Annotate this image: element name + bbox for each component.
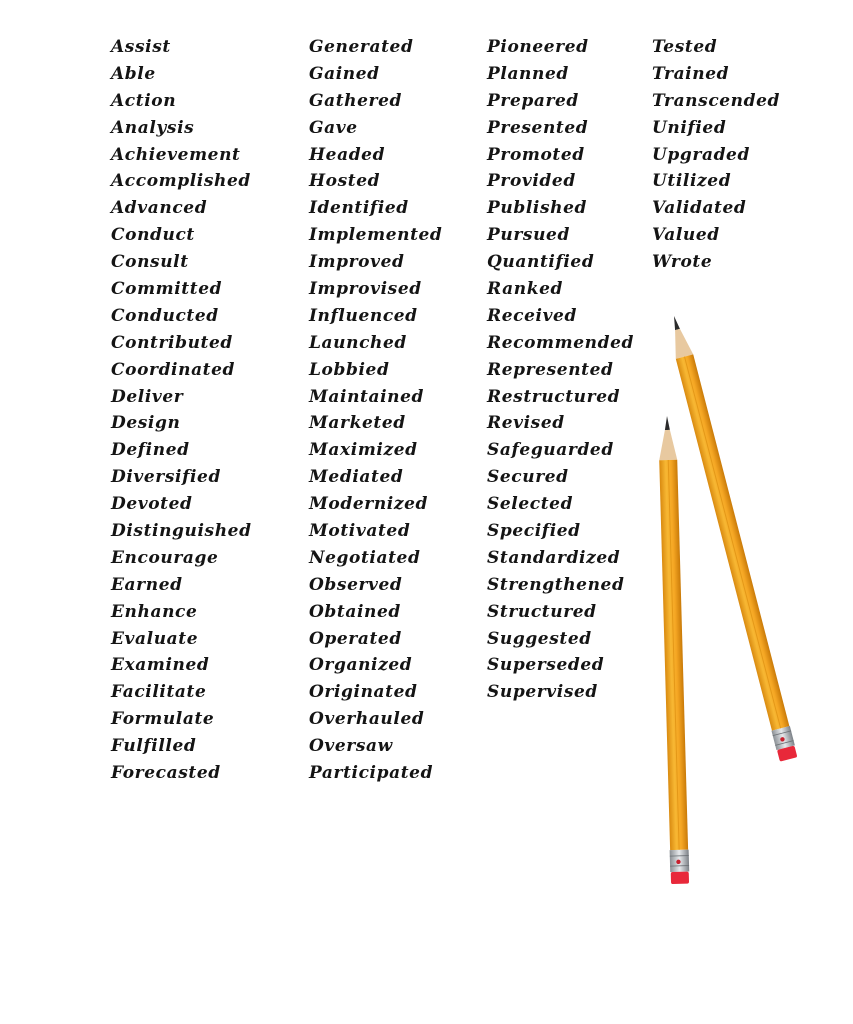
word-item: Fulfilled [111,736,197,757]
word-item: Contributed [111,332,233,353]
word-item: Implemented [309,225,443,246]
word-item: Upgraded [652,144,750,165]
word-item: Planned [487,63,569,84]
word-item: Safeguarded [487,440,614,461]
word-item: Pioneered [487,37,589,57]
word-item: Advanced [111,198,208,219]
word-item: Secured [487,467,569,488]
word-item: Mediated [309,467,404,488]
word-item: Organized [309,655,413,676]
word-item: Participated [309,763,434,784]
word-item: Able [111,63,156,84]
word-item: Improved [309,252,405,273]
word-item: Diversified [111,467,221,488]
word-item: Encourage [111,547,219,568]
word-item: Pursued [487,225,570,246]
word-item: Structured [487,601,597,622]
word-item: Trained [652,63,730,84]
word-item: Accomplished [111,171,251,192]
word-item: Marketed [309,413,406,434]
pencil-right [665,314,798,762]
word-item: Achievement [111,144,241,165]
word-item: Deliver [111,386,184,407]
word-item: Enhance [111,601,198,622]
word-item: Formulate [111,709,215,730]
word-item: Facilitate [111,682,207,703]
word-item: Validated [652,198,747,219]
word-item: Gathered [309,90,403,111]
word-item: Influenced [309,305,418,326]
word-item: Examined [111,655,210,676]
word-item: Negotiated [309,547,421,568]
word-item: Recommended [487,332,634,353]
word-item: Originated [309,682,418,703]
word-item: Conduct [111,225,195,246]
word-item: Hosted [309,171,381,192]
word-item: Specified [487,521,581,542]
word-item: Wrote [652,252,713,273]
word-item: Assist [111,37,171,57]
word-item: Analysis [111,117,195,138]
word-item: Quantified [487,252,595,273]
word-item: Received [487,305,577,326]
word-item: Evaluate [111,628,199,649]
word-item: Represented [487,359,614,380]
word-item: Defined [111,440,190,461]
word-item: Consult [111,252,189,273]
word-item: Published [487,198,587,219]
word-item: Provided [487,171,576,192]
word-item: Strengthened [487,574,625,595]
word-item: Suggested [487,628,592,649]
word-item: Earned [111,574,183,595]
word-item: Devoted [111,494,193,515]
word-item: Ranked [487,279,563,300]
word-item: Forecasted [111,763,221,784]
word-item: Promoted [487,144,585,165]
word-item: Restructured [487,386,621,407]
word-item: Observed [309,574,403,595]
pencil-left [658,416,690,884]
word-item: Design [111,413,181,434]
word-item: Unified [652,117,727,138]
word-item: Gave [309,117,358,138]
word-item: Standardized [487,547,621,568]
word-item: Distinguished [111,521,252,542]
word-item: Coordinated [111,359,236,380]
word-item: Operated [309,628,402,649]
word-item: Action [111,90,177,111]
word-item: Superseded [487,655,605,676]
word-item: Launched [309,332,407,353]
word-item: Motivated [309,521,411,542]
word-item: Valued [652,225,720,246]
word-item: Lobbied [309,359,390,380]
word-item: Identified [309,198,409,219]
word-item: Oversaw [309,736,393,757]
word-item: Gained [309,63,380,84]
word-item: Headed [309,144,386,165]
word-item: Improvised [309,279,422,300]
word-item: Obtained [309,601,401,622]
word-item: Committed [111,279,223,300]
word-item: Tested [652,37,718,57]
word-item: Generated [309,37,414,57]
word-item: Selected [487,494,574,515]
word-item: Conducted [111,305,219,326]
word-item: Revised [487,413,565,434]
word-item: Transcended [652,90,781,111]
word-item: Prepared [487,90,579,111]
word-item: Supervised [487,682,598,703]
word-item: Overhauled [309,709,425,730]
word-item: Maintained [309,386,425,407]
word-item: Utilized [652,171,732,192]
word-item: Maximized [309,440,418,461]
word-item: Modernized [309,494,428,515]
word-item: Presented [487,117,589,138]
